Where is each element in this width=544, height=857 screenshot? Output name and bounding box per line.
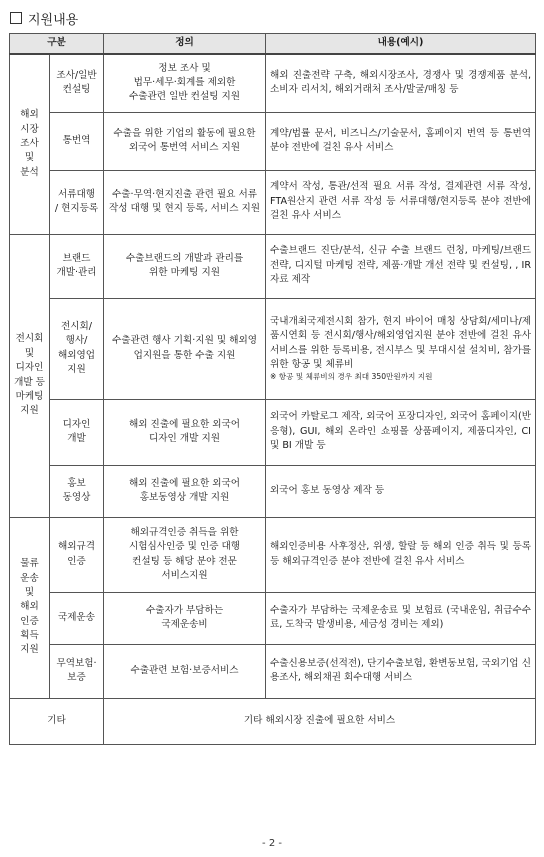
examples-cell: 해외 진출전략 구축, 해외시장조사, 경쟁사 및 경쟁제품 분석, 소비자 리서치, 해외거래처 조사/발굴/매칭 등: [266, 54, 536, 112]
definition-cell: 정보 조사 및 법무·세무·회계를 제외한 수출관련 일반 컨설팅 지원: [104, 54, 266, 112]
category-logistics-certification: 물류 운송 및 해외 인증 획득 지원: [10, 517, 50, 698]
page-number: - 2 -: [262, 838, 282, 849]
examples-cell: 계약/법률 문서, 비즈니스/기술문서, 홈페이지 번역 등 통번역 분야 전반에 걸친 유사 서비스: [266, 112, 536, 170]
subcategory-cell: 홍보 동영상: [50, 465, 104, 517]
table-row: [10, 399, 536, 465]
definition-cell: 기타 해외시장 진출에 필요한 서비스: [104, 698, 536, 744]
examples-cell: 해외인증비용 사후정산, 위생, 할랄 등 해외 인증 취득 및 등록 등 해외규격인증 분야 전반에 걸친 유사 서비스: [266, 517, 536, 592]
definition-cell: 해외규격인증 취득을 위한 시험심사인증 및 인증 대행 컨설팅 등 해당 분야 전문 서비스지원: [104, 517, 266, 592]
definition-cell: 해외 진출에 필요한 외국어 디자인 개발 지원: [104, 399, 266, 465]
examples-note: ※ 항공 및 체류비의 경우 최대 350만원까지 지원: [270, 372, 433, 382]
category-market-research: 해외 시장 조사 및 분석: [10, 54, 50, 234]
header-examples: 내용(예시): [266, 34, 536, 55]
table-row: [10, 170, 536, 234]
examples-cell: [266, 298, 536, 399]
table-header-row: [10, 34, 536, 55]
subcategory-cell: 디자인 개발: [50, 399, 104, 465]
table-row: [10, 298, 536, 399]
subcategory-cell: 국제운송: [50, 592, 104, 644]
definition-cell: 수출·무역·현지진출 관련 필요 서류 작성 대행 및 현지 등록, 서비스 지원: [104, 170, 266, 234]
header-definition: 정의: [104, 34, 266, 55]
subcategory-cell: 조사/일반 컨설팅: [50, 54, 104, 112]
subcategory-cell: 서류대행 / 현지등록: [50, 170, 104, 234]
definition-cell: 수출관련 행사 기획·지원 및 해외영업지원을 통한 수출 지원: [104, 298, 266, 399]
subcategory-cell: 브랜드 개발·관리: [50, 234, 104, 298]
support-content-table: [9, 33, 536, 745]
category-etc: 기타: [10, 698, 104, 744]
subcategory-cell: 무역보험· 보증: [50, 644, 104, 698]
table-row: [10, 465, 536, 517]
examples-cell: 수출자가 부담하는 국제운송료 및 보험료 (국내운임, 취급수수료, 도착국 발생비용, 세금성 경비는 제외): [266, 592, 536, 644]
table-row: [10, 592, 536, 644]
examples-cell: 수출신용보증(선적전), 단기수출보험, 환변동보험, 국외기업 신용조사, 해외채권 회수대행 서비스: [266, 644, 536, 698]
definition-cell: 수출브랜드의 개발과 관리를 위한 마케팅 지원: [104, 234, 266, 298]
examples-cell: 외국어 카탈로그 제작, 외국어 포장디자인, 외국어 홈페이지(반응형), GUI, 해외 온라인 쇼핑몰 상품페이지, 제품디자인, CI 및 BI 개발 등: [266, 399, 536, 465]
examples-text: 국내개최국제전시회 참가, 현지 바이어 매칭 상담회/세미나/제품시연회 등 전시회/행사/해외영업지원 분야 전반에 걸친 유사 서비스를 위한 등록비용, 전시부스 및 부대시설 설치비, 참가를 위한 항공 및 체류비: [270, 315, 532, 370]
category-marketing-support: 전시회 및 디자인 개발 등 마케팅 지원: [10, 234, 50, 517]
header-category: 구분: [10, 34, 104, 55]
table-row: [10, 112, 536, 170]
table-row: [10, 698, 536, 744]
examples-cell: 수출브랜드 진단/분석, 신규 수출 브랜드 런칭, 마케팅/브랜드 전략, 디지털 마케팅 전략, 제품·개발 개선 전략 및 컨설팅, , IR자료 제작: [266, 234, 536, 298]
definition-cell: 수출자가 부담하는 국제운송비: [104, 592, 266, 644]
table-row: [10, 234, 536, 298]
section-title-text: 지원내용: [28, 12, 79, 28]
table-row: [10, 54, 536, 112]
subcategory-cell: 전시회/ 행사/ 해외영업 지원: [50, 298, 104, 399]
subcategory-cell: 해외규격 인증: [50, 517, 104, 592]
definition-cell: 해외 진출에 필요한 외국어 홍보동영상 개발 지원: [104, 465, 266, 517]
subcategory-cell: 통번역: [50, 112, 104, 170]
table-row: [10, 517, 536, 592]
definition-cell: 수출을 위한 기업의 활동에 필요한 외국어 통번역 서비스 지원: [104, 112, 266, 170]
examples-cell: 외국어 홍보 동영상 제작 등: [266, 465, 536, 517]
examples-cell: 계약서 작성, 통관/선적 필요 서류 작성, 결제관련 서류 작성, FTA원산지 관련 서류 작성 등 서류대행/현지등록 분야 전반에 걸친 유사 서비스: [266, 170, 536, 234]
checkbox-icon: [10, 12, 22, 24]
table-row: [10, 644, 536, 698]
definition-cell: 수출관련 보험·보증서비스: [104, 644, 266, 698]
section-title: [10, 8, 78, 28]
